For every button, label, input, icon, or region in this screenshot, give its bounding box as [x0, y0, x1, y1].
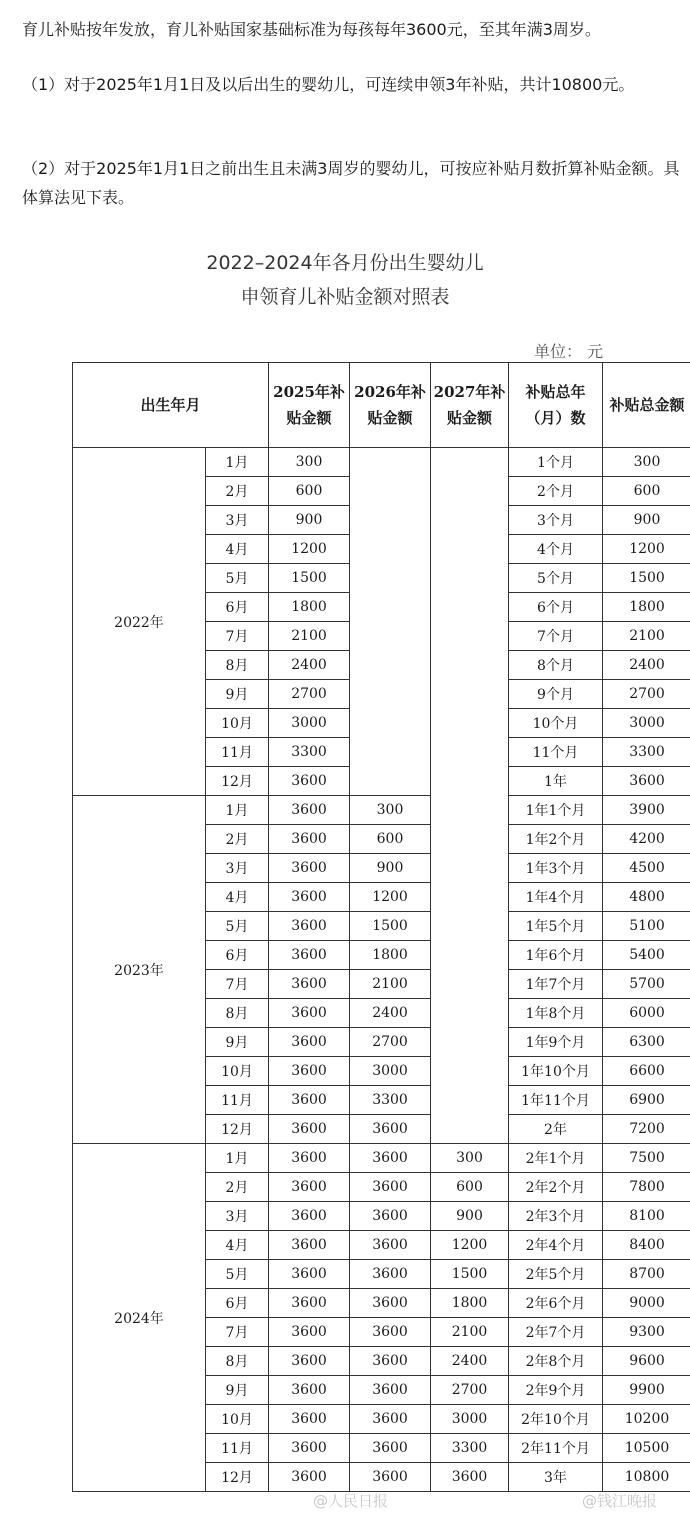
amount-2025-cell: 3600: [269, 825, 350, 854]
header-2026: 2026年补贴金额: [350, 363, 431, 448]
amount-2025-cell: 3600: [269, 1202, 350, 1231]
total-cell: 7800: [603, 1173, 690, 1202]
amount-2025-cell: 3600: [269, 1289, 350, 1318]
month-cell: 2月: [206, 825, 269, 854]
total-cell: 7500: [603, 1144, 690, 1173]
total-cell: 2400: [603, 651, 690, 680]
amount-2026-cell: 1800: [350, 941, 431, 970]
month-cell: 12月: [206, 1115, 269, 1144]
month-cell: 5月: [206, 1260, 269, 1289]
period-cell: 2年3个月: [509, 1202, 603, 1231]
total-cell: 5100: [603, 912, 690, 941]
period-cell: 7个月: [509, 622, 603, 651]
total-cell: 8100: [603, 1202, 690, 1231]
period-cell: 2年1个月: [509, 1144, 603, 1173]
amount-2026-cell: 3600: [350, 1231, 431, 1260]
month-cell: 7月: [206, 622, 269, 651]
amount-2026-cell: 3600: [350, 1173, 431, 1202]
month-cell: 6月: [206, 941, 269, 970]
total-cell: 6900: [603, 1086, 690, 1115]
month-cell: 6月: [206, 1289, 269, 1318]
table-row: [73, 796, 690, 825]
total-cell: 10200: [603, 1405, 690, 1434]
period-cell: 1年6个月: [509, 941, 603, 970]
period-cell: 10个月: [509, 709, 603, 738]
intro-paragraph-3: （2）对于2025年1月1日之前出生且未满3周岁的婴幼儿，可按应补贴月数折算补贴金额。具体算法见下表。: [22, 159, 680, 207]
month-cell: 11月: [206, 1086, 269, 1115]
year-cell: 2023年: [73, 796, 206, 1144]
total-cell: 4500: [603, 854, 690, 883]
period-cell: 2年9个月: [509, 1376, 603, 1405]
month-cell: 6月: [206, 593, 269, 622]
amount-2026-cell: 3600: [350, 1405, 431, 1434]
period-cell: 4个月: [509, 535, 603, 564]
period-cell: 3年: [509, 1463, 603, 1492]
table-row: [73, 1144, 690, 1173]
month-cell: 9月: [206, 680, 269, 709]
amount-2026-cell: 3000: [350, 1057, 431, 1086]
period-cell: 1年2个月: [509, 825, 603, 854]
period-cell: 1年11个月: [509, 1086, 603, 1115]
month-cell: 11月: [206, 1434, 269, 1463]
amount-2025-cell: 600: [269, 477, 350, 506]
period-cell: 9个月: [509, 680, 603, 709]
period-cell: 1个月: [509, 448, 603, 477]
amount-2027-cell: 2700: [431, 1376, 509, 1405]
total-cell: 3000: [603, 709, 690, 738]
amount-2025-cell: 3600: [269, 796, 350, 825]
total-cell: 5400: [603, 941, 690, 970]
table-header-row: [73, 363, 690, 448]
month-cell: 7月: [206, 970, 269, 999]
period-cell: 5个月: [509, 564, 603, 593]
amount-2027-cell: 3300: [431, 1434, 509, 1463]
amount-2026-cell: 3600: [350, 1144, 431, 1173]
month-cell: 12月: [206, 767, 269, 796]
month-cell: 10月: [206, 709, 269, 738]
header-total: 补贴总金额: [603, 363, 690, 448]
month-cell: 3月: [206, 506, 269, 535]
period-cell: 1年8个月: [509, 999, 603, 1028]
intro-paragraph-1: 育儿补贴按年发放，育儿补贴国家基础标准为每孩每年3600元，至其年满3周岁。: [22, 20, 601, 39]
month-cell: 1月: [206, 1144, 269, 1173]
table-row: [73, 448, 690, 477]
amount-2025-cell: 3300: [269, 738, 350, 767]
amount-2025-cell: 3600: [269, 1463, 350, 1492]
total-cell: 8400: [603, 1231, 690, 1260]
period-cell: 1年4个月: [509, 883, 603, 912]
amount-2025-cell: 3600: [269, 1434, 350, 1463]
amount-2026-cell: 1500: [350, 912, 431, 941]
amount-2025-cell: 3600: [269, 970, 350, 999]
month-cell: 8月: [206, 999, 269, 1028]
year-cell: 2024年: [73, 1144, 206, 1492]
total-cell: 9000: [603, 1289, 690, 1318]
total-cell: 9300: [603, 1318, 690, 1347]
month-cell: 3月: [206, 854, 269, 883]
amount-2026-cell: 3300: [350, 1086, 431, 1115]
month-cell: 10月: [206, 1405, 269, 1434]
total-cell: 9900: [603, 1376, 690, 1405]
amount-2025-cell: 1200: [269, 535, 350, 564]
total-cell: 1800: [603, 593, 690, 622]
period-cell: 8个月: [509, 651, 603, 680]
period-cell: 2年7个月: [509, 1318, 603, 1347]
amount-2026-cell: 2400: [350, 999, 431, 1028]
period-cell: 6个月: [509, 593, 603, 622]
amount-2025-cell: 300: [269, 448, 350, 477]
total-cell: 4800: [603, 883, 690, 912]
amount-2027-cell: 900: [431, 1202, 509, 1231]
amount-2027-cell: 300: [431, 1144, 509, 1173]
amount-2026-cell: 3600: [350, 1376, 431, 1405]
amount-2026-cell: 600: [350, 825, 431, 854]
amount-2026-cell: 1200: [350, 883, 431, 912]
header-birth-month: 出生年月: [73, 363, 269, 448]
period-cell: 3个月: [509, 506, 603, 535]
amount-2025-cell: 3600: [269, 1144, 350, 1173]
total-cell: 300: [603, 448, 690, 477]
month-cell: 4月: [206, 883, 269, 912]
amount-2025-cell: 2100: [269, 622, 350, 651]
amount-2025-cell: 3600: [269, 767, 350, 796]
amount-2025-cell: 3600: [269, 1173, 350, 1202]
period-cell: 1年: [509, 767, 603, 796]
month-cell: 4月: [206, 535, 269, 564]
amount-2027-cell: 1800: [431, 1289, 509, 1318]
amount-2026-cell: 3600: [350, 1463, 431, 1492]
amount-2025-cell: 3600: [269, 1260, 350, 1289]
amount-2025-cell: 1500: [269, 564, 350, 593]
period-cell: 1年3个月: [509, 854, 603, 883]
amount-2026-empty-cell: [350, 448, 431, 796]
total-cell: 9600: [603, 1347, 690, 1376]
total-cell: 4200: [603, 825, 690, 854]
amount-2025-cell: 2700: [269, 680, 350, 709]
amount-2025-cell: 3600: [269, 1028, 350, 1057]
amount-2025-cell: 3600: [269, 1231, 350, 1260]
year-cell: 2022年: [73, 448, 206, 796]
header-2025: 2025年补贴金额: [269, 363, 350, 448]
amount-2026-cell: 3600: [350, 1347, 431, 1376]
total-cell: 5700: [603, 970, 690, 999]
table-title-line-2: 申领育儿补贴金额对照表: [240, 286, 450, 308]
total-cell: 6000: [603, 999, 690, 1028]
total-cell: 1200: [603, 535, 690, 564]
amount-2025-cell: 3600: [269, 1086, 350, 1115]
amount-2026-cell: 3600: [350, 1289, 431, 1318]
period-cell: 1年5个月: [509, 912, 603, 941]
month-cell: 4月: [206, 1231, 269, 1260]
total-cell: 6300: [603, 1028, 690, 1057]
watermark-left: @人民日报: [313, 1492, 389, 1510]
amount-2025-cell: 3600: [269, 1405, 350, 1434]
amount-2025-cell: 3600: [269, 1115, 350, 1144]
subsidy-table: [72, 362, 690, 1492]
header-months: 补贴总年（月）数: [509, 363, 603, 448]
month-cell: 9月: [206, 1028, 269, 1057]
amount-2026-cell: 3600: [350, 1115, 431, 1144]
amount-2025-cell: 3600: [269, 1057, 350, 1086]
period-cell: 2年2个月: [509, 1173, 603, 1202]
month-cell: 3月: [206, 1202, 269, 1231]
total-cell: 900: [603, 506, 690, 535]
amount-2026-cell: 3600: [350, 1260, 431, 1289]
amount-2026-cell: 900: [350, 854, 431, 883]
month-cell: 11月: [206, 738, 269, 767]
period-cell: 2年4个月: [509, 1231, 603, 1260]
amount-2026-cell: 300: [350, 796, 431, 825]
table-body: [73, 448, 690, 1492]
month-cell: 12月: [206, 1463, 269, 1492]
period-cell: 2年10个月: [509, 1405, 603, 1434]
amount-2025-cell: 3000: [269, 709, 350, 738]
total-cell: 600: [603, 477, 690, 506]
amount-2025-cell: 3600: [269, 1347, 350, 1376]
amount-2026-cell: 3600: [350, 1318, 431, 1347]
amount-2027-cell: 3000: [431, 1405, 509, 1434]
total-cell: 10800: [603, 1463, 690, 1492]
month-cell: 7月: [206, 1318, 269, 1347]
table-title-line-1: 2022–2024年各月份出生婴幼儿: [206, 252, 484, 274]
month-cell: 9月: [206, 1376, 269, 1405]
month-cell: 5月: [206, 564, 269, 593]
period-cell: 11个月: [509, 738, 603, 767]
unit-label: 单位： 元: [534, 342, 604, 361]
amount-2027-cell: 600: [431, 1173, 509, 1202]
amount-2027-cell: 2400: [431, 1347, 509, 1376]
month-cell: 5月: [206, 912, 269, 941]
total-cell: 1500: [603, 564, 690, 593]
month-cell: 2月: [206, 1173, 269, 1202]
amount-2026-cell: 3600: [350, 1434, 431, 1463]
amount-2026-cell: 2700: [350, 1028, 431, 1057]
total-cell: 3300: [603, 738, 690, 767]
amount-2025-cell: 900: [269, 506, 350, 535]
total-cell: 6600: [603, 1057, 690, 1086]
amount-2026-cell: 2100: [350, 970, 431, 999]
amount-2027-cell: 3600: [431, 1463, 509, 1492]
month-cell: 2月: [206, 477, 269, 506]
amount-2027-cell: 2100: [431, 1318, 509, 1347]
total-cell: 3900: [603, 796, 690, 825]
total-cell: 2700: [603, 680, 690, 709]
period-cell: 1年7个月: [509, 970, 603, 999]
amount-2025-cell: 1800: [269, 593, 350, 622]
amount-2027-cell: 1200: [431, 1231, 509, 1260]
period-cell: 2年8个月: [509, 1347, 603, 1376]
period-cell: 1年1个月: [509, 796, 603, 825]
amount-2025-cell: 3600: [269, 912, 350, 941]
amount-2025-cell: 3600: [269, 854, 350, 883]
amount-2025-cell: 2400: [269, 651, 350, 680]
amount-2025-cell: 3600: [269, 1376, 350, 1405]
period-cell: 2年11个月: [509, 1434, 603, 1463]
amount-2026-cell: 3600: [350, 1202, 431, 1231]
period-cell: 2年5个月: [509, 1260, 603, 1289]
period-cell: 2年6个月: [509, 1289, 603, 1318]
amount-2025-cell: 3600: [269, 941, 350, 970]
month-cell: 1月: [206, 796, 269, 825]
month-cell: 1月: [206, 448, 269, 477]
period-cell: 2年: [509, 1115, 603, 1144]
intro-paragraph-2: （1）对于2025年1月1日及以后出生的婴幼儿，可连续申领3年补贴，共计10800元。: [22, 75, 635, 94]
month-cell: 8月: [206, 651, 269, 680]
amount-2025-cell: 3600: [269, 999, 350, 1028]
amount-2027-empty-cell: [431, 448, 509, 1144]
total-cell: 7200: [603, 1115, 690, 1144]
amount-2027-cell: 1500: [431, 1260, 509, 1289]
period-cell: 1年10个月: [509, 1057, 603, 1086]
amount-2025-cell: 3600: [269, 1318, 350, 1347]
total-cell: 2100: [603, 622, 690, 651]
month-cell: 8月: [206, 1347, 269, 1376]
total-cell: 10500: [603, 1434, 690, 1463]
period-cell: 1年9个月: [509, 1028, 603, 1057]
amount-2025-cell: 3600: [269, 883, 350, 912]
period-cell: 2个月: [509, 477, 603, 506]
watermark-right: @钱江晚报: [582, 1492, 658, 1510]
month-cell: 10月: [206, 1057, 269, 1086]
total-cell: 8700: [603, 1260, 690, 1289]
header-2027: 2027年补贴金额: [431, 363, 509, 448]
total-cell: 3600: [603, 767, 690, 796]
